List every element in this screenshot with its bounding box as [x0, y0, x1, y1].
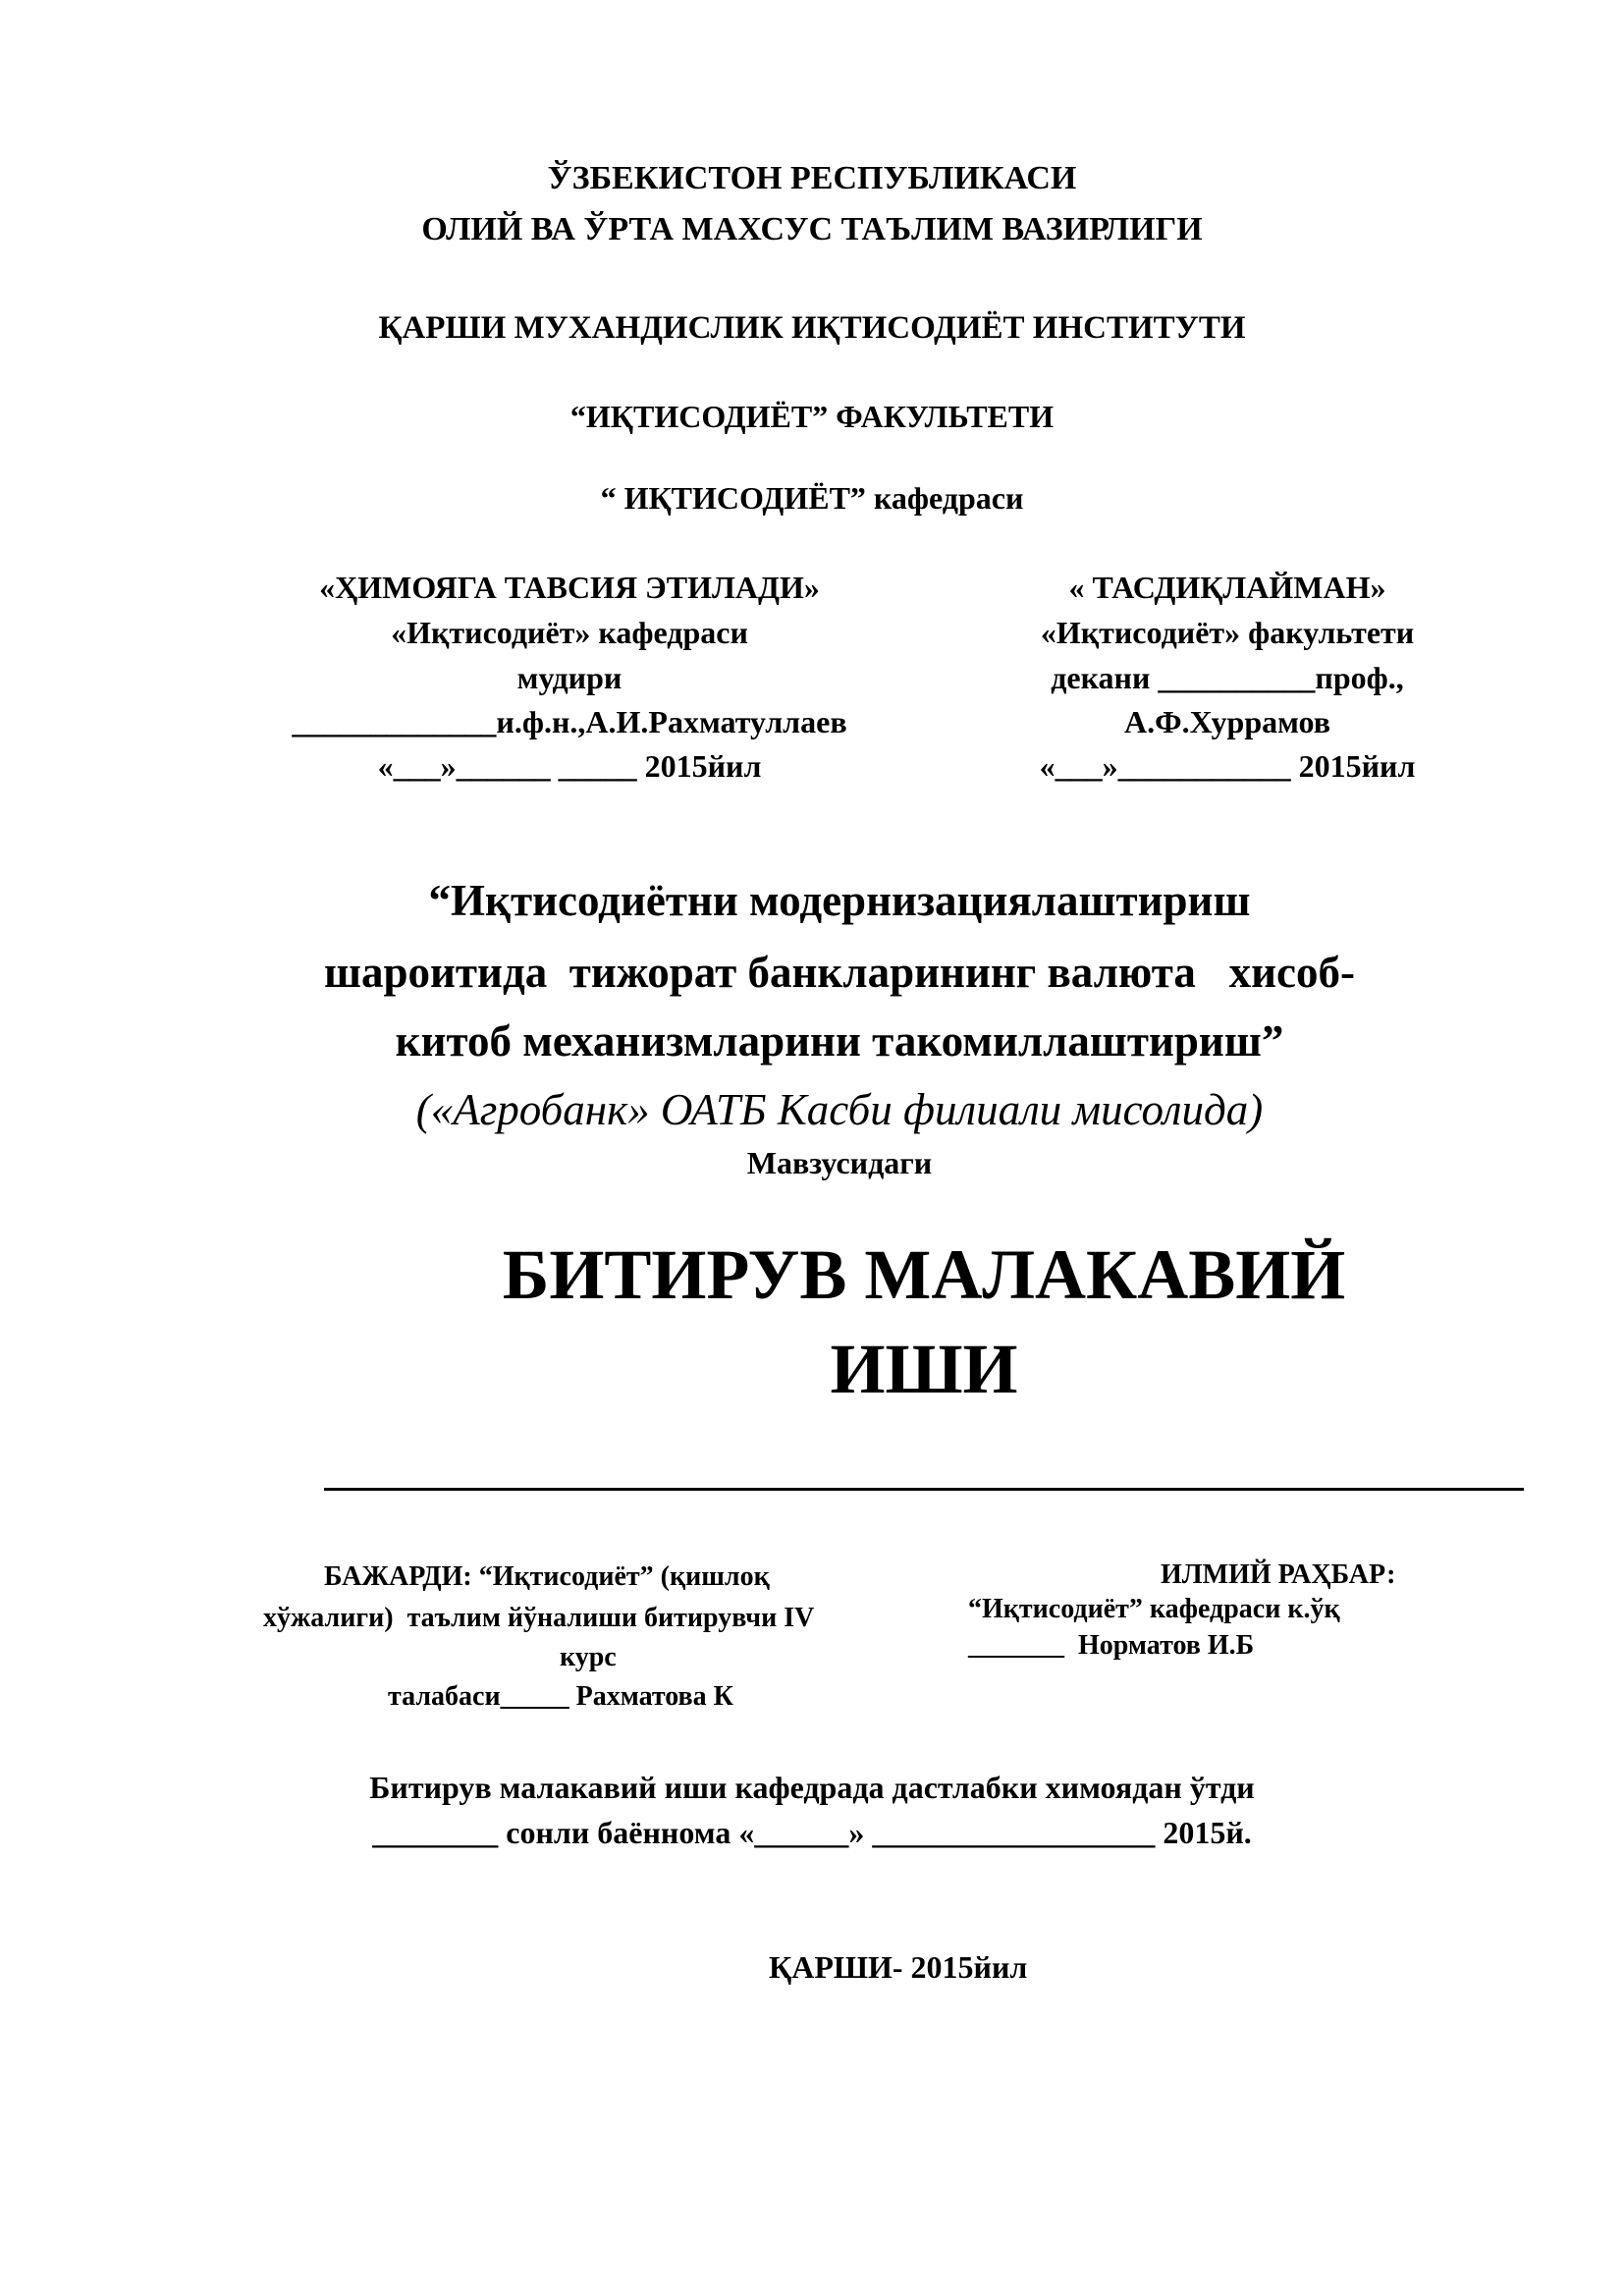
supervisor-line-1: ИЛМИЙ РАҲБАР: — [1161, 1559, 1396, 1590]
approval-right-faculty: «Иқтисодиёт» факультети — [1040, 615, 1415, 650]
divider-line — [324, 1488, 1524, 1491]
approval-right-position: декани __________проф., — [1051, 660, 1404, 695]
performer-line-2: хўжалиги) таълим йўналиши битирувчи IV — [263, 1603, 815, 1633]
topic-line-1: “Иқтисодиётни модернизациялаштириш — [428, 876, 1251, 925]
topic-line-3: китоб механизмларини такомиллаштириш” — [395, 1016, 1284, 1066]
topic-line-2: шароитида тижорат банкларининг валюта хисоб- — [323, 948, 1356, 997]
work-type-line-2: ИШИ — [830, 1330, 1018, 1408]
approval-right-signatory: А.Ф.Хуррамов — [1124, 704, 1330, 739]
approval-left-signatory: _____________и.ф.н.,А.И.Рахматуллаев — [292, 704, 847, 739]
ministry-title: ОЛИЙ ВА ЎРТА МАХСУС ТАЪЛИМ ВАЗИРЛИГИ — [421, 211, 1203, 247]
footer-city-year: ҚАРШИ- 2015йил — [769, 1949, 1028, 1985]
performer-line-4: талабаси_____ Рахматова К — [388, 1681, 733, 1712]
approval-left-title: «ҲИМОЯГА ТАВСИЯ ЭТИЛАДИ» — [319, 570, 820, 605]
approval-left-department: «Иқтисодиёт» кафедраси — [391, 615, 748, 650]
supervisor-line-3: _______ Норматов И.Б — [968, 1630, 1255, 1661]
approval-right-date: «___»___________ 2015йил — [1039, 748, 1416, 784]
approval-left-position: мудири — [516, 660, 623, 695]
topic-caption: Мавзусидаги — [746, 1145, 933, 1180]
institute-title: ҚАРШИ МУХАНДИСЛИК ИҚТИСОДИЁТ ИНСТИТУТИ — [378, 310, 1246, 346]
defense-line-1: Битирув малакавий иши кафедрада дастлабки химоядан ўтди — [369, 1770, 1255, 1805]
approval-right-title: « ТАСДИҚЛАЙМАН» — [1068, 570, 1386, 605]
republic-title: ЎЗБЕКИСТОН РЕСПУБЛИКАСИ — [547, 160, 1077, 196]
work-type-line-1: БИТИРУВ МАЛАКАВИЙ — [502, 1235, 1346, 1314]
topic-subtitle: («Агробанк» ОАТБ Касби филиали мисолида) — [415, 1085, 1264, 1134]
supervisor-line-2: “Иқтисодиёт” кафедраси к.ўқ — [968, 1594, 1340, 1624]
performer-line-1: БАЖАРДИ: “Иқтисодиёт” (қишлоқ — [324, 1561, 770, 1592]
faculty-title: “ИҚТИСОДИЁТ” ФАКУЛЬТЕТИ — [569, 399, 1055, 434]
performer-line-3: курс — [560, 1642, 617, 1672]
department-title: “ ИҚТИСОДИЁТ” кафедраси — [600, 480, 1024, 516]
approval-left-date: «___»______ _____ 2015йил — [377, 748, 762, 784]
defense-line-2: ________ сонли баённома «______» __________________ 2015й. — [372, 1815, 1252, 1850]
